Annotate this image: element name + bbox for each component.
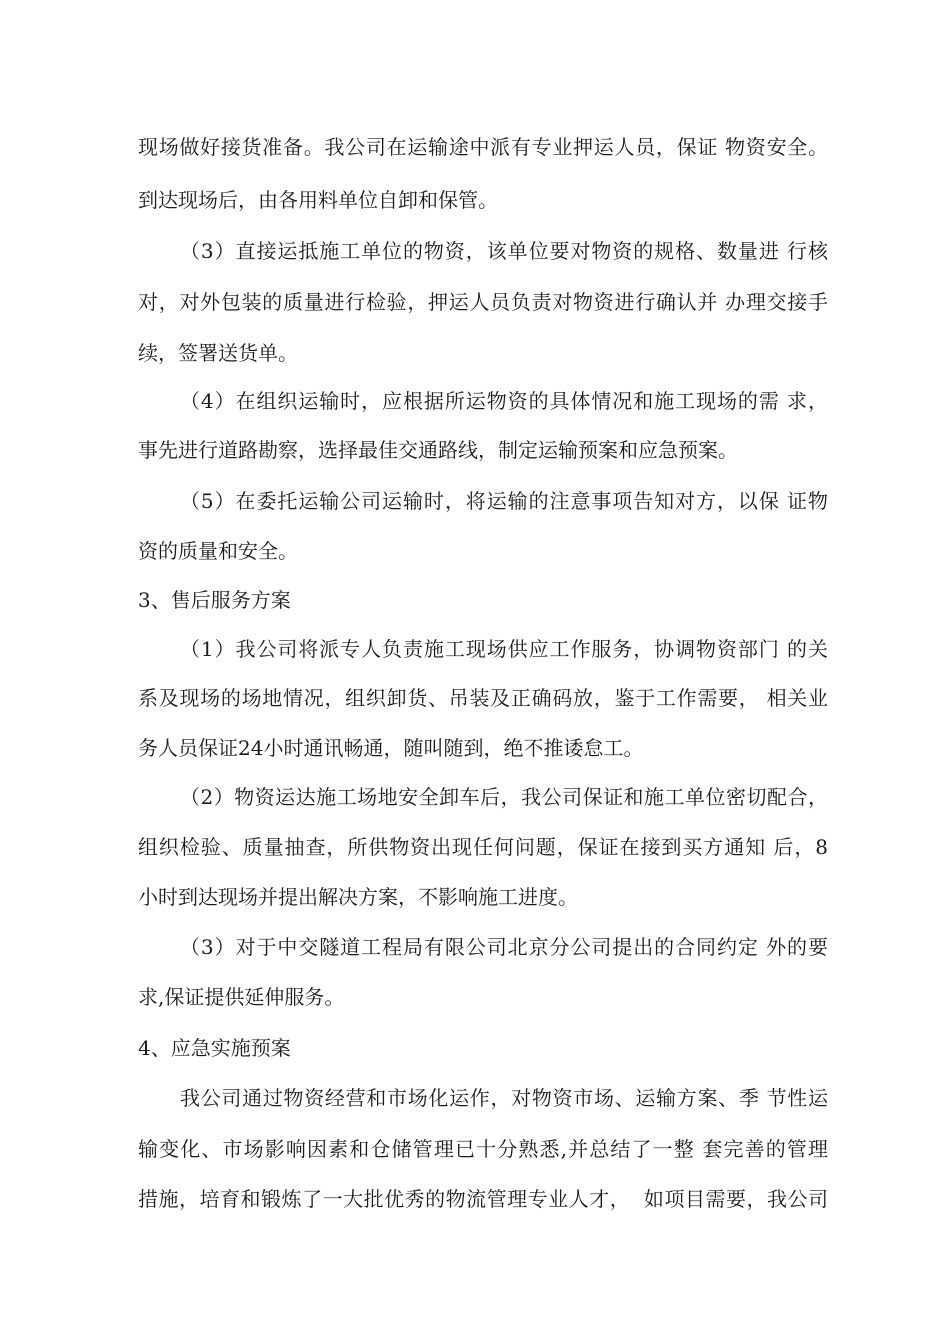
paragraph-start-line: （4）在组织运输时，应根据所运物资的具体情况和施工现场的需 求， xyxy=(180,389,828,413)
paragraph-start-line: （2）物资运达施工场地安全卸车后，我公司保证和施工单位密切配合， xyxy=(180,785,828,809)
text-line: 资的质量和安全。 xyxy=(138,539,298,563)
text-line: 组织检验、质量抽查，所供物资出现任何问题，保证在接到买方通知 后，8 xyxy=(138,835,828,859)
paragraph-start-line: （5）在委托运输公司运输时，将运输的注意事项告知对方，以保 证物 xyxy=(180,489,828,513)
section-heading: 4、应急实施预案 xyxy=(138,1036,291,1060)
section-heading: 3、售后服务方案 xyxy=(138,588,291,612)
paragraph-start-line: （3）对于中交隧道工程局有限公司北京分公司提出的合同约定 外的要 xyxy=(180,935,828,959)
paragraph-start-line: （3）直接运抵施工单位的物资，该单位要对物资的规格、数量进 行核 xyxy=(180,239,828,263)
text-line: 输变化、市场影响因素和仓储管理已十分熟悉,并总结了一整 套完善的管理 xyxy=(138,1137,828,1161)
paragraph-start-line: 我公司通过物资经营和市场化运作，对物资市场、运输方案、季 节性运 xyxy=(180,1086,828,1110)
text-line: 对，对外包装的质量进行检验，押运人员负责对物资进行确认并 办理交接手 xyxy=(138,290,828,314)
text-line: 现场做好接货准备。我公司在运输途中派有专业押运人员，保证 物资安全。 xyxy=(138,135,828,159)
text-line: 系及现场的场地情况，组织卸货、吊装及正确码放，鉴于工作需要， 相关业 xyxy=(138,686,828,710)
text-line: 到达现场后，由各用料单位自卸和保管。 xyxy=(138,188,498,212)
text-line: 务人员保证24小时通讯畅通，随叫随到，绝不推诿怠工。 xyxy=(138,736,644,760)
text-line: 续，签署送货单。 xyxy=(138,341,298,365)
text-line: 小时到达现场并提出解决方案，不影响施工进度。 xyxy=(138,885,578,909)
text-line: 措施，培育和锻炼了一大批优秀的物流管理专业人才， 如项目需要，我公司 xyxy=(138,1187,828,1211)
paragraph-start-line: （1）我公司将派专人负责施工现场供应工作服务，协调物资部门 的关 xyxy=(180,637,828,661)
text-line: 求,保证提供延伸服务。 xyxy=(138,985,345,1009)
text-line: 事先进行道路勘察，选择最佳交通路线，制定运输预案和应急预案。 xyxy=(138,438,738,462)
